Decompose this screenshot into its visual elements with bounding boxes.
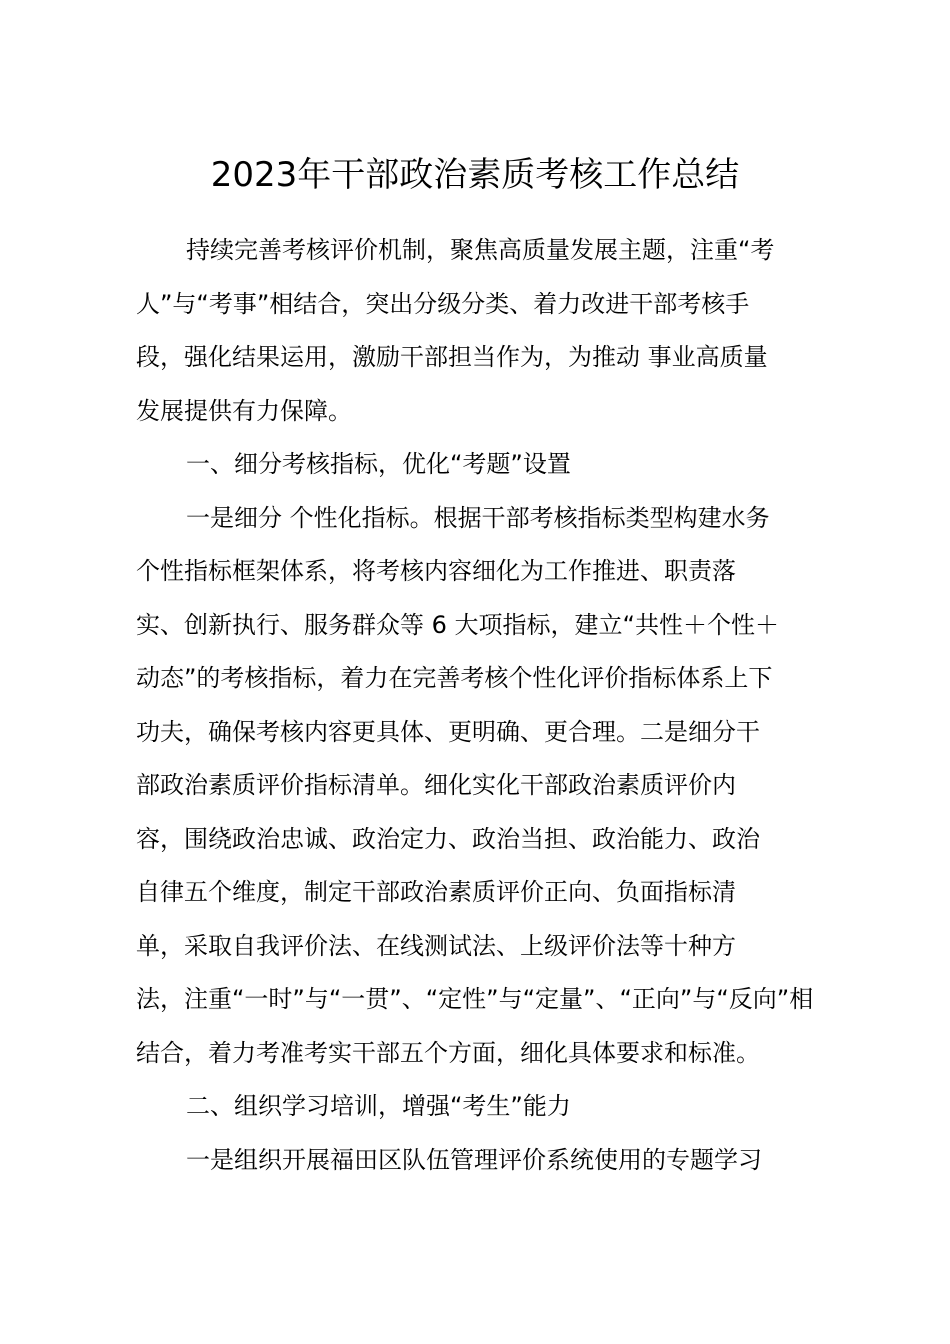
paragraph-1-line-5: 功夫，确保考核内容更具体、更明确、更合理。二是细分干: [136, 717, 760, 746]
paragraph-intro-line-3: 段，强化结果运用，激励干部担当作为，为推动 事业高质量: [136, 343, 768, 371]
paragraph-1-line-2: 个性指标框架体系，将考核内容细化为工作推进、职责落: [136, 557, 736, 585]
section-heading-2: 二、组织学习培训，增强“考生”能力: [186, 1092, 571, 1120]
paragraph-intro-line-2: 人”与“考事”相结合，突出分级分类、着力改进干部考核手: [136, 289, 750, 318]
paragraph-1-line-7: 容，围绕政治忠诚、政治定力、政治当担、政治能力、政治: [136, 824, 760, 853]
paragraph-1-line-4: 动态”的考核指标，着力在完善考核个性化评价指标体系上下: [136, 664, 773, 692]
paragraph-1-line-1: 一是细分 个性化指标。根据干部考核指标类型构建水务: [186, 503, 770, 532]
paragraph-1-line-11: 结合，着力考准考实干部五个方面，细化具体要求和标准。: [136, 1038, 760, 1067]
document-body: [136, 224, 826, 1187]
section-heading-1: 一、细分考核指标，优化“考题”设置: [186, 450, 571, 478]
paragraph-1-line-8: 自律五个维度，制定干部政治素质评价正向、负面指标清: [136, 878, 736, 906]
paragraph-1-line-9: 单，采取自我评价法、在线测试法、上级评价法等十种方: [136, 931, 736, 960]
paragraph-1-line-3: 实、创新执行、服务群众等 6 大项指标，建立“共性＋个性＋: [136, 610, 779, 639]
paragraph-2-line-1: 一是组织开展福田区队伍管理评价系统使用的专题学习: [186, 1145, 762, 1174]
paragraph-1-line-6: 部政治素质评价指标清单。细化实化干部政治素质评价内: [136, 771, 736, 799]
document-title: 2023年干部政治素质考核工作总结: [210, 155, 740, 195]
paragraph-1-line-10: 法，注重“一时”与“一贯”、“定性”与“定量”、“正向”与“反向”相: [136, 985, 814, 1013]
paragraph-intro-line-1: 持续完善考核评价机制，聚焦高质量发展主题，注重“考: [186, 236, 775, 264]
paragraph-intro-line-4: 发展提供有力保障。: [136, 396, 352, 425]
